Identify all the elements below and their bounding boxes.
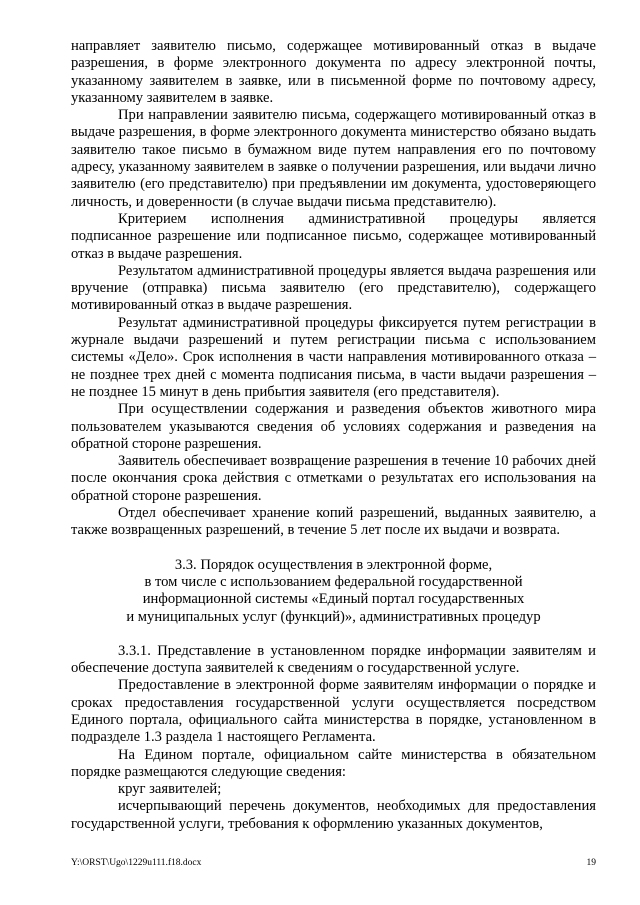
paragraph: Предоставление в электронной форме заявителям информации о порядке и сроках предоставления государственной услуги осуществляется посредством Единого портала, официального сайта министерства в порядке, установленном в подразделе 1.3 раздела 1 настоящего Регламента.: [71, 677, 596, 746]
list-item: исчерпывающий перечень документов, необходимых для предоставления государственной услуги, требования к оформлению указанных документов,: [71, 798, 596, 832]
list-item: круг заявителей;: [118, 781, 222, 798]
paragraph: При осуществлении содержания и разведения объектов животного мира пользователем указываются сведения об условиях содержания и разведения на обратной стороне разрешения.: [71, 401, 596, 452]
paragraph: Критерием исполнения административной процедуры является подписанное разрешение или подписанное письмо, содержащее мотивированный отказ в выдаче разрешения.: [71, 210, 596, 262]
paragraph: Заявитель обеспечивает возвращение разрешения в течение 10 рабочих дней после окончания срока действия с отметками о результатах его использования на обратной стороне разрешения.: [71, 453, 596, 504]
heading-line: информационной системы «Единый портал государственных: [142, 591, 525, 608]
heading-line: в том числе с использованием федеральной государственной: [144, 573, 523, 590]
document-page: [71, 38, 596, 833]
paragraph: При направлении заявителю письма, содержащего мотивированный отказ в выдаче разрешения, в форме электронного документа министерство обязано выдать заявителю такое письмо в бумажном виде путем направления его по почтовому адресу, указанному заявителем в заявке о получении разрешения, или выдачи лично заявителю (его представителю) при предъявлении им документа, удостоверяющего личность, и доверенности (в случае выдачи письма представителю).: [71, 107, 596, 210]
paragraph: Результат административной процедуры фиксируется путем регистрации в журнале выдачи разрешений и путем регистрации письма с использованием системы «Дело». Срок исполнения в части направления мотивированного отказа – не позднее трех дней с момента подписания письма, в части выдачи разрешения – не позднее 15 минут в день прибытия заявителя (его представителя).: [71, 314, 596, 400]
footer-page-number: 19: [586, 858, 596, 868]
heading-line: и муниципальных услуг (функций)», административных процедур: [126, 608, 541, 625]
heading-line: 3.3. Порядок осуществления в электронной форме,: [174, 556, 493, 573]
footer-file-path: Y:\ORST\Ugo\1229u111.f18.docx: [71, 858, 202, 868]
paragraph: Отдел обеспечивает хранение копий разрешений, выданных заявителю, а также возвращенных разрешений, в течение 5 лет после их выдачи и возврата.: [71, 505, 596, 539]
paragraph: 3.3.1. Представление в установленном порядке информации заявителям и обеспечение доступа заявителей к сведениям о государственной услуге.: [71, 642, 596, 677]
paragraph: направляет заявителю письмо, содержащее мотивированный отказ в выдаче разрешения, в форме электронного документа по адресу электронной почты, указанному заявителем в заявке, или в письменной форме по почтовому адресу, указанному заявителем в заявке.: [71, 38, 596, 106]
section-heading: [71, 557, 596, 626]
paragraph: На Едином портале, официальном сайте министерства в обязательном порядке размещаются следующие сведения:: [71, 746, 596, 780]
paragraph: Результатом административной процедуры является выдача разрешения или вручение (отправка) письма заявителю (его представителю), содержащего мотивированный отказ в выдаче разрешения.: [71, 262, 596, 314]
